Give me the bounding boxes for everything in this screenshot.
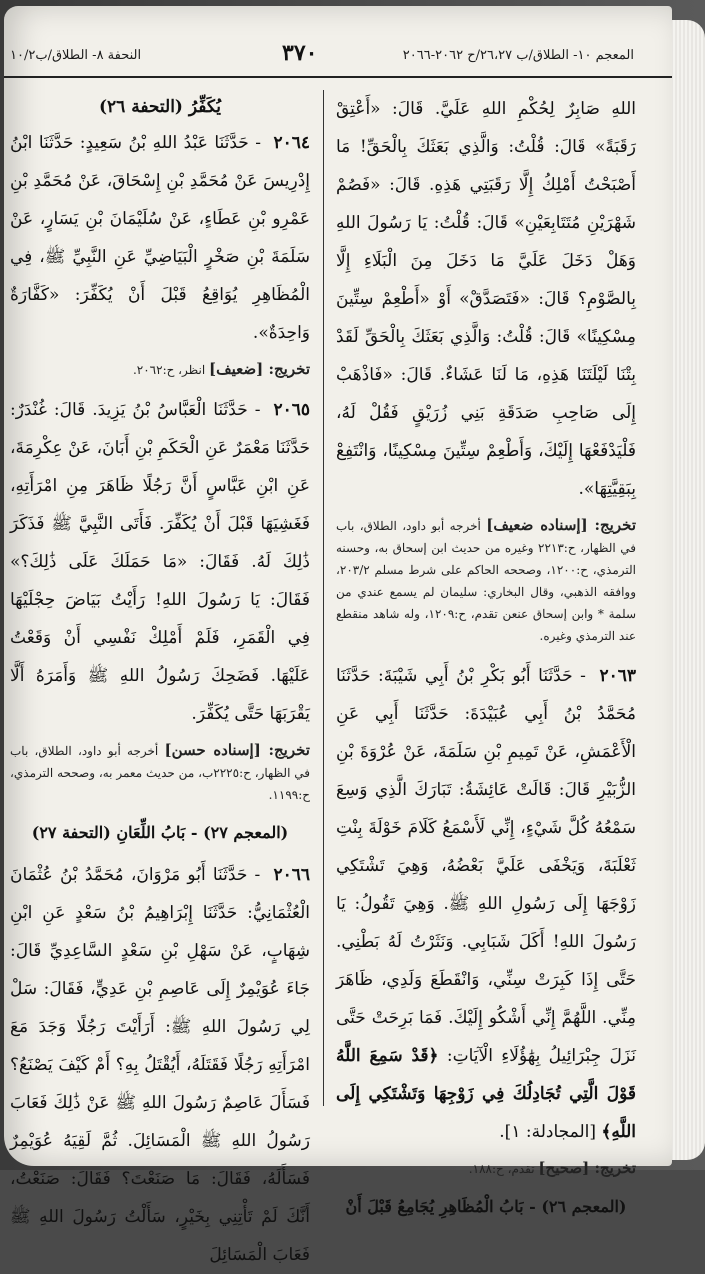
takhrij-2063 [336, 1157, 636, 1180]
running-header [4, 26, 672, 78]
takhrij-label: تخريج: [إسناده حسن] [164, 741, 310, 759]
quran-reference: [المجادلة: ١]. [499, 1122, 596, 1142]
hadith-text: - حَدَّثَنَا أَبُو بَكْرِ بْنُ أَبِي شَيْبَةَ: حَدَّثَنَا مُحَمَّدُ بْنُ أَبِي عُبَيْدَةَ: حَدَّثَنَا أَبِي عَنِ الْأَعْمَشِ، عَنْ تَمِيمِ بْنِ سَلَمَةَ، عَنْ عُرْوَةَ بْنِ الزُّبَيْرِ قَالَ: قَالَتْ عَائِشَةُ: تَبَارَكَ الَّذِي وَسِعَ سَمْعُهُ كُلَّ شَيْءٍ، إِنِّي لَأَسْمَعُ كَلَامَ خَوْلَةَ بِنْتِ ثَعْلَبَةَ، وَيَخْفَى عَلَيَّ بَعْضُهُ، وَهِيَ تَشْتَكِي زَوْجَهَا إِلَى رَسُولِ اللهِ ﷺ. وَهِيَ تَقُولُ: يَا رَسُولَ اللهِ! أَكَلَ شَبَابِي. وَنَثَرْتُ لَهُ بَطْنِي. حَتَّى إِذَا كَبِرَتْ سِنِّي، وَانْقَطَعَ وَلَدِي، ظَاهَرَ مِنِّي. اللَّهُمَّ إِنِّي أَشْكُو إِلَيْكَ. فَمَا بَرِحَتْ حَتَّى نَزَلَ جِبْرَائِيلُ بِهَٰؤُلَاءِ الْآيَاتِ: [336, 666, 636, 1066]
chapter-heading-27: (المعجم ٢٧) - بَابُ اللِّعَانِ (التحفة ٢٧) [31, 823, 289, 842]
takhrij-label: تخريج: [ضعيف] [209, 360, 310, 378]
hadith-number: ٢٠٦٦ [273, 865, 310, 885]
hadith-number: ٢٠٦٣ [599, 666, 637, 686]
hadith-2066 [10, 856, 310, 1274]
takhrij-2062 [336, 514, 636, 647]
page-number: ٣٧٠ [282, 40, 318, 66]
hadith-text: - حَدَّثَنَا عَبْدُ اللهِ بْنُ سَعِيدٍ: حَدَّثَنَا ابْنُ إِدْرِيسَ عَنْ مُحَمَّدِ بْنِ إِسْحَاقَ، عَنْ مُحَمَّدِ بْنِ عَمْرِو بْنِ عَطَاءٍ، عَنْ سُلَيْمَانَ بْنِ يَسَارٍ، عَنْ سَلَمَةَ بْنِ صَخْرٍ الْبَيَاضِيِّ عَنِ النَّبِيِّ ﷺ، فِي الْمُظَاهِرِ يُوَاقِعُ قَبْلَ أَنْ يُكَفِّرَ: «كَفَّارَةٌ وَاحِدَةٌ». [10, 133, 310, 343]
hadith-number: ٢٠٦٤ [273, 133, 311, 153]
hadith-number: ٢٠٦٥ [273, 400, 310, 420]
header-right: المعجم ١٠- الطلاق/ب ٢٦،٢٧/ح ٢٠٦٢-٢٠٦٦ [402, 48, 634, 63]
takhrij-text: تقدم، ح:١٨٨. [468, 1162, 535, 1176]
left-column [10, 90, 311, 1265]
hadith-2063 [336, 657, 636, 1151]
hadith-text: - حَدَّثَنَا أَبُو مَرْوَانَ، مُحَمَّدُ بْنُ عُثْمَانَ الْعُثْمَانِيُّ: حَدَّثَنَا إِبْرَاهِيمُ بْنُ سَعْدٍ عَنِ ابْنِ شِهَابٍ، عَنْ سَهْلِ بْنِ سَعْدٍ السَّاعِدِيِّ قَالَ: جَاءَ عُوَيْمِرٌ إِلَى عَاصِمِ بْنِ عَدِيٍّ، فَقَالَ: سَلْ لِي رَسُولَ اللهِ ﷺ: أَرَأَيْتَ رَجُلًا وَجَدَ مَعَ امْرَأَتِهِ رَجُلًا فَقَتَلَهُ، أَيُقْتَلُ بِهِ؟ أَمْ كَيْفَ يَصْنَعُ؟ فَسَأَلَ عَاصِمٌ رَسُولَ اللهِ ﷺ عَنْ ذَٰلِكَ فَعَابَ رَسُولُ اللهِ ﷺ الْمَسَائِلَ. ثُمَّ لَقِيَهُ عُوَيْمِرٌ فَسَأَلَهُ، فَقَالَ: مَا صَنَعْتَ؟ فَقَالَ: صَنَعْتُ، أَنَّكَ لَمْ تَأْتِنِي بِخَيْرٍ، سَأَلْتُ رَسُولَ اللهِ ﷺ فَعَابَ الْمَسَائِلَ [10, 865, 310, 1265]
column-divider [323, 90, 324, 1106]
takhrij-label: تخريج: [إسناده ضعيف] [486, 516, 636, 534]
takhrij-text: انظر، ح:٢٠٦٢. [132, 363, 206, 377]
takhrij-text: أخرجه أبو داود، الطلاق، باب في الظهار، ح:٢٢١٣ وغيره من حديث ابن إسحاق به، وحسنه الترمذي، ح:١٢٠٠، وصححه الحاكم على شرط مسلم ٢٠٣/٢، ووافقه الذهبي، وقال البخاري: سليمان لم يسمع عندي من سلمة * وابن إسحاق عنعن تقدم، ح:١٢٠٩، وله شاهد منقطع عند الترمذي وغيره. [336, 519, 637, 643]
right-column [336, 90, 637, 1216]
header-left: النحفة ٨- الطلاق/ب١٠/٢ [10, 48, 142, 63]
hadith-2062-continued [336, 90, 636, 508]
hadith-2064 [10, 124, 310, 352]
takhrij-label: تخريج: [صحيح] [538, 1159, 636, 1177]
hadith-2065 [10, 391, 310, 733]
hadith-text: اللهِ صَابِرٌ لِحُكْمِ اللهِ عَلَيَّ. قَالَ: «أَعْتِقْ رَقَبَةً» قَالَ: قُلْتُ: وَالَّذِي بَعَثَكَ بِالْحَقِّ! مَا أَصْبَحْتُ أَمْلِكُ إِلَّا رَقَبَتِي هَذِهِ. قَالَ: «فَصُمْ شَهْرَيْنِ مُتَتَابِعَيْنِ» قَالَ: قُلْتُ: يَا رَسُولَ اللهِ وَهَلْ دَخَلَ عَلَيَّ مَا دَخَلَ مِنَ الْبَلَاءِ إِلَّا بِالصَّوْمِ؟ قَالَ: «فَتَصَدَّقْ» أَوْ «أَطْعِمْ سِتِّينَ مِسْكِينًا» قَالَ: قُلْتُ: وَالَّذِي بَعَثَكَ بِالْحَقِّ لَقَدْ بِتْنَا لَيْلَتَنَا هَذِهِ، مَا لَنَا عَشَاءٌ. قَالَ: «فَاذْهَبْ إِلَى صَاحِبِ صَدَقَةِ بَنِي زُرَيْقٍ فَقُلْ لَهُ، فَلْيَدْفَعْهَا إِلَيْكَ، وَأَطْعِمْ سِتِّينَ مِسْكِينًا، وَانْتَفِعْ بِبَقِيَّتِهَا». [336, 99, 636, 499]
quran-verse: ﴿قَدْ سَمِعَ اللَّهُ قَوْلَ الَّتِي تُجَادِلُكَ فِي زَوْجِهَا وَتَشْتَكِي إِلَى اللَّهِ﴾ [336, 1046, 636, 1142]
takhrij-text: أخرجه أبو داود، الطلاق، باب في الظهار، ح:٢٢٢٥ب، من حديث معمر به، وصححه الترمذي، ح:١١٩٩. [10, 744, 310, 802]
chapter-heading-26: (المعجم ٢٦) - بَابُ الْمُظَاهِرِ يُجَامِعُ قَبْلَ أَنْ [345, 1197, 627, 1216]
chapter-heading-continued: يُكَفِّرُ (التحفة ٢٦) [98, 97, 221, 117]
book-page [4, 6, 672, 1265]
takhrij-2064 [10, 358, 310, 381]
hadith-text: - حَدَّثَنَا الْعَبَّاسُ بْنُ يَزِيدَ. قَالَ: غُنْدَرٌ: حَدَّثَنَا مَعْمَرٌ عَنِ الْحَكَمِ بْنِ أَبَانَ، عَنْ عِكْرِمَةَ، عَنِ ابْنِ عَبَّاسٍ أَنَّ رَجُلًا ظَاهَرَ مِنِ امْرَأَتِهِ، فَغَشِيَهَا قَبْلَ أَنْ يُكَفِّرَ. فَأَتَى النَّبِيَّ ﷺ فَذَكَرَ ذَٰلِكَ لَهُ. فَقَالَ: «مَا حَمَلَكَ عَلَى ذَٰلِكَ؟» فَقَالَ: يَا رَسُولَ اللهِ! رَأَيْتُ بَيَاضَ حِجْلَيْهَا فِي الْقَمَرِ، فَلَمْ أَمْلِكْ نَفْسِي أَنْ وَقَعْتُ عَلَيْهَا. فَضَحِكَ رَسُولُ اللهِ ﷺ وَأَمَرَهُ أَلَّا يَقْرَبَهَا حَتَّى يُكَفِّرَ. [10, 400, 310, 724]
takhrij-2065 [10, 739, 310, 806]
